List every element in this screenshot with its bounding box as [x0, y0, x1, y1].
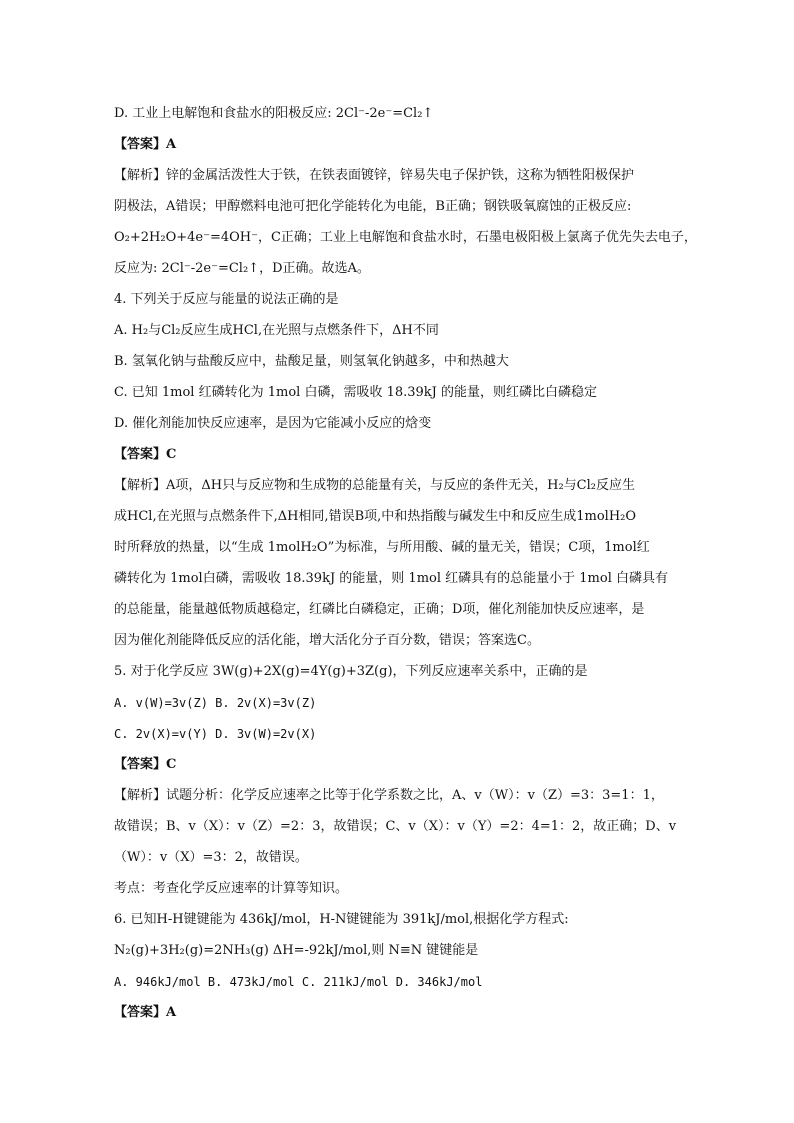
explanation-line: O₂+2H₂O+4e⁻=4OH⁻，C正确；工业上电解饱和食盐水时，石墨电极阳极上氯离子优先失去电子，: [114, 230, 697, 245]
explanation-line: 的总能量，能量越低物质越稳定，红磷比白磷稳定，正确；D项，催化剂能加快反应速率，是: [114, 602, 645, 617]
answer-label: 【答案】A: [114, 137, 177, 152]
question-6-title: 6. 已知H-H键键能为 436kJ/mol，H-N键键能为 391kJ/mol,根据化学方程式:: [114, 912, 569, 927]
answer-label: 【答案】A: [114, 1005, 177, 1020]
question-4-option-d: D. 催化剂能加快反应速率，是因为它能减小反应的焓变: [114, 416, 432, 431]
explanation-line: 反应为: 2Cl⁻-2e⁻=Cl₂↑，D正确。故选A。: [114, 261, 370, 276]
explanation-line: 故错误；B、v（X）：v（Z）=2：3，故错误；C、v（X）：v（Y）=2：4=1：2，故正确；D、v: [114, 819, 677, 834]
question-4-option-b: B. 氢氧化钠与盐酸反应中，盐酸足量，则氢氧化钠越多，中和热越大: [114, 354, 509, 369]
question-5-title: 5. 对于化学反应 3W(g)+2X(g)=4Y(g)+3Z(g)，下列反应速率关系中，正确的是: [114, 664, 588, 679]
question-5-options-cd: C. 2v(X)=v(Y) D. 3v(W)=2v(X): [114, 727, 317, 741]
knowledge-point: 考点：考查化学反应速率的计算等知识。: [114, 881, 349, 896]
explanation-line: 阴极法，A错误；甲醇燃料电池可把化学能转化为电能，B正确；钢铁吸氧腐蚀的正极反应:: [114, 199, 632, 214]
explanation-line: 【解析】锌的金属活泼性大于铁，在铁表面镀锌，锌易失电子保护铁，这称为牺牲阳极保护: [114, 168, 635, 183]
option-d-text: D. 工业上电解饱和食盐水的阳极反应: 2Cl⁻-2e⁻=Cl₂↑: [114, 106, 434, 121]
answer-label: 【答案】C: [114, 447, 177, 462]
explanation-line: 时所释放的热量，以“生成 1molH₂O”为标准，与所用酸、碱的量无关，错误；C项，1mol红: [114, 540, 650, 555]
explanation-line: 【解析】试题分析：化学反应速率之比等于化学系数之比，A、v（W）：v（Z）=3：3=1：1，: [114, 788, 664, 803]
question-4-title: 4. 下列关于反应与能量的说法正确的是: [114, 292, 339, 307]
question-5-options-ab: A. v(W)=3v(Z) B. 2v(X)=3v(Z): [114, 696, 317, 710]
question-4-option-a: A. H₂与Cl₂反应生成HCl,在光照与点燃条件下，ΔH不同: [114, 323, 439, 338]
explanation-line: 成HCl,在光照与点燃条件下,ΔH相同,错误B项,中和热指酸与碱发生中和反应生成1molH₂O: [114, 509, 637, 524]
answer-label: 【答案】C: [114, 757, 177, 772]
explanation-line: （W）：v（X）=3：2，故错误。: [114, 850, 308, 865]
explanation-line: 因为催化剂能降低反应的活化能，增大活化分子百分数，错误；答案选C。: [114, 633, 540, 648]
explanation-line: 磷转化为 1mol白磷，需吸收 18.39kJ 的能量，则 1mol 红磷具有的总能量小于 1mol 白磷具有: [114, 571, 668, 586]
explanation-line: 【解析】A项，ΔH只与反应物和生成物的总能量有关，与反应的条件无关，H₂与Cl₂反应生: [114, 478, 635, 493]
question-6-equation: N₂(g)+3H₂(g)=2NH₃(g) ΔH=-92kJ/mol,则 N≡N 键键能是: [114, 943, 479, 958]
question-4-option-c: C. 已知 1mol 红磷转化为 1mol 白磷，需吸收 18.39kJ 的能量，则红磷比白磷稳定: [114, 385, 598, 400]
question-6-options: A. 946kJ/mol B. 473kJ/mol C. 211kJ/mol D. 346kJ/mol: [114, 975, 483, 989]
